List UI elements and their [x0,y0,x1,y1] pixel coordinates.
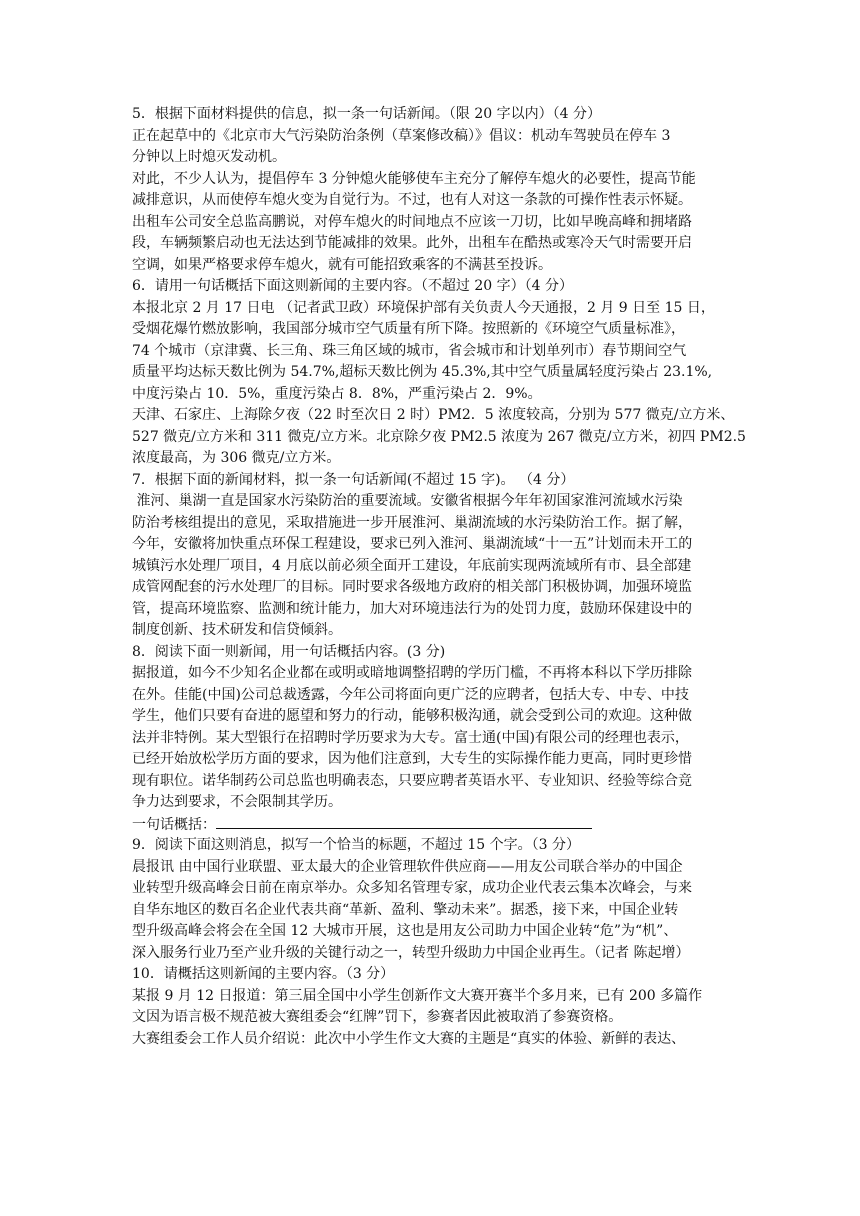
text-line: 正在起草中的《北京市大气污染防治条例（草案修改稿）》倡议：机动车驾驶员在停车 3 [132,127,671,144]
summary-label: 一句话概括： [132,816,216,833]
text-line: 文因为语言极不规范被大赛组委会“红牌”罚下，参赛者因此被取消了参赛资格。 [132,1009,623,1025]
text-line: 某报 9 月 12 日报道：第三届全国中小学生创新作文大赛开赛半个多月来，已有 200 多篇作 [132,987,703,1004]
text-line: 制度创新、技术研发和信贷倾斜。 [132,622,342,638]
text-line: 分钟以上时熄灭发动机。 [132,149,286,165]
text-line: 8．阅读下面一则新闻，用一句话概括内容。(3 分) [132,643,446,660]
text-line: 深入服务行业乃至产业升级的关键行动之一，转型升级助力中国企业再生。（记者 陈起增） [132,944,690,961]
text-line: 晨报讯 由中国行业联盟、亚太最大的企业管理软件供应商——用友公司联合举办的中国企 [132,858,683,875]
text-line: 9．阅读下面这则消息，拟写一个恰当的标题，不超过 15 个字。（3 分） [132,837,580,853]
text-line: 74 个城市（京津冀、长三角、珠三角区域的城市，省会城市和计划单列市）春节期间空气 [132,342,687,359]
text-line: 据报道，如今不少知名企业都在或明或暗地调整招聘的学历门槛，不再将本科以下学历排除 [132,665,692,681]
text-line: 对此，不少人认为，提倡停车 3 分钟熄火能够使车主充分了解停车熄火的必要性，提高节能 [132,170,696,187]
summary-answer-line [132,814,732,836]
document-body [132,104,746,1050]
text-line: 防治考核组提出的意见，采取措施进一步开展淮河、巢湖流域的水污染防治工作。据了解， [132,514,692,531]
text-line: 质量平均达标天数比例为 54.7%,超标天数比例为 45.3%,其中空气质量属轻度污染占 23.1%, [132,364,713,380]
text-line: 管，提高环境监察、监测和统计能力，加大对环境违法行为的处罚力度，鼓励环保建设中的 [132,600,692,617]
text-line: 受烟花爆竹燃放影响，我国部分城市空气质量有所下降。按照新的《环境空气质量标准》， [132,321,685,337]
text-line: 成管网配套的污水处理厂的目标。同时要求各级地方政府的相关部门积极协调，加强环境监 [132,579,692,595]
text-line: 7．根据下面的新闻材料，拟一条一句话新闻(不超过 15 字)。 （4 分） [132,471,575,488]
answer-blank[interactable] [216,814,592,829]
text-line: 减排意识，从而使停车熄火变为自觉行为。不过，也有人对这一条款的可操作性表示怀疑。 [132,192,692,208]
text-line: 型升级高峰会将会在全国 12 大城市开展，这也是用友公司助力中国企业转“危”为“机”、 [132,923,678,939]
text-line: 天津、石家庄、上海除夕夜（22 时至次日 2 时）PM2．5 浓度较高，分别为 577 微克/立方米、 [132,407,735,423]
text-line: 在外。佳能(中国)公司总裁透露，今年公司将面向更广泛的应聘者，包括大专、中专、中技 [132,686,689,703]
text-line: 段，车辆频繁启动也无法达到节能减排的效果。此外，出租车在酷热或寒冷天气时需要开启 [132,235,692,251]
text-line: 527 微克/立方米和 311 微克/立方米。北京除夕夜 PM2.5 浓度为 267 微克/立方米，初四 PM2.5 [132,428,746,445]
text-line: 争力达到要求，不会限制其学历。 [132,794,342,810]
text-line: 业转型升级高峰会日前在南京举办。众多知名管理专家，成功企业代表云集本次峰会，与来 [132,880,692,896]
text-line: 5．根据下面材料提供的信息，拟一条一句话新闻。（限 20 字以内）（4 分） [132,106,601,122]
text-line: 淮河、巢湖一直是国家水污染防治的重要流域。安徽省根据今年年初国家淮河流域水污染 [132,493,683,509]
text-line: 出租车公司安全总监高鹏说，对停车熄火的时间地点不应该一刀切，比如早晚高峰和拥堵路 [132,213,692,230]
text-line: 本报北京 2 月 17 日电 （记者武卫政）环境保护部有关负责人今天通报，2 月 9 日至 15 日， [132,299,715,316]
text-line: 已经开始放松学历方面的要求，因为他们注意到，大专生的实际操作能力更高，同时更珍惜 [132,751,692,767]
text-line: 大赛组委会工作人员介绍说：此次中小学生作文大赛的主题是“真实的体验、新鲜的表达、 [132,1030,686,1047]
text-line: 浓度最高，为 306 微克/立方米。 [132,450,341,466]
text-line: 10．请概括这则新闻的主要内容。（3 分） [132,966,395,982]
text-line: 中度污染占 10．5%，重度污染占 8．8%，严重污染占 2．9%。 [132,385,542,402]
text-line: 自华东地区的数百名企业代表共商“革新、盈利、擎动未来”。据悉，接下来，中国企业转 [132,901,679,918]
text-line: 城镇污水处理厂项目，4 月底以前必须全面开工建设，年底前实现两流域所有市、县全部建 [132,557,692,574]
text-line: 6．请用一句话概括下面这则新闻的主要内容。（不超过 20 字）（4 分） [132,278,573,294]
text-line: 现有职位。诺华制药公司总监也明确表态，只要应聘者英语水平、专业知识、经验等综合竞 [132,772,692,789]
text-line: 今年，安徽将加快重点环保工程建设，要求已列入淮河、巢湖流域“十一五”计划而未开工的 [132,536,693,552]
text-line: 空调，如果严格要求停车熄火，就有可能招致乘客的不满甚至投诉。 [132,256,552,273]
text-line: 法并非特例。某大型银行在招聘时学历要求为大专。富士通(中国)有限公司的经理也表示， [132,729,689,746]
text-line: 学生，他们只要有奋进的愿望和努力的行动，能够积极沟通，就会受到公司的欢迎。这种做 [132,708,692,724]
